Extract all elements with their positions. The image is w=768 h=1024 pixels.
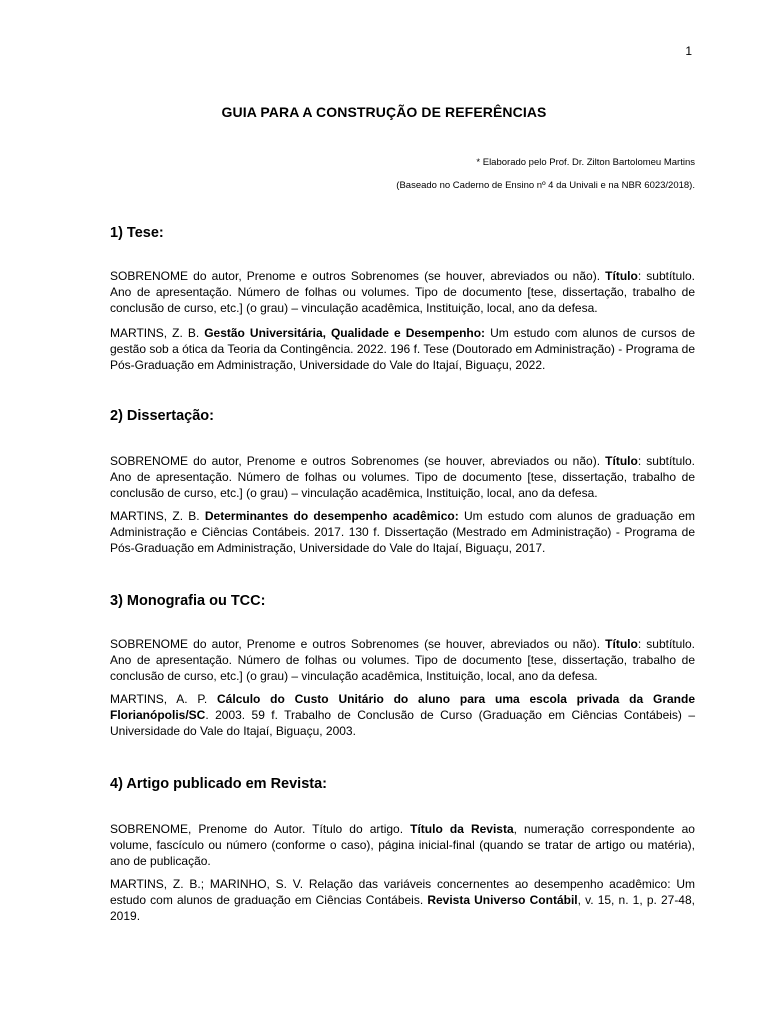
pattern-bold: Título [605, 269, 638, 283]
pattern-bold: Título da Revista [410, 822, 514, 836]
section-heading-tese [110, 225, 695, 241]
example-text: . 2003. 59 f. Trabalho de Conclusão de Curso (Graduação em Ciências Contábeis) – Universidade do Vale do Itajaí, Biguaçu, 2003. [110, 708, 695, 738]
pattern-text: SOBRENOME do autor, Prenome e outros Sobrenomes (se houver, abreviados ou não). [110, 269, 606, 283]
pattern-paragraph [110, 268, 695, 316]
reference-example-tese [110, 325, 695, 373]
reference-pattern-tese [110, 268, 695, 316]
page-number: 1 [685, 44, 692, 58]
section-heading-monografia [110, 593, 695, 609]
pattern-text: SOBRENOME, Prenome do Autor. Título do artigo. [110, 822, 411, 836]
pattern-bold: Título [605, 637, 638, 651]
reference-pattern-dissertacao [110, 453, 695, 501]
reference-example-monografia [110, 691, 695, 739]
example-paragraph [110, 876, 695, 924]
pattern-text: : subtítulo. Ano de apresentação. Número de folhas ou volumes. Tipo de documento [tese, dissertação, trabalho de conclusão de curso, etc.] (o grau) – vinculação acadêmica, Instituição, local, ano da defesa. [110, 269, 695, 315]
reference-pattern-artigo [110, 821, 695, 869]
example-text: MARTINS, Z. B. [110, 326, 205, 340]
reference-example-dissertacao [110, 508, 695, 556]
example-text: MARTINS, Z. B.; MARINHO, S. V. Relação das variáveis concernentes ao desempenho acadêmico: Um estudo com alunos de graduação em Ciências Contábeis. [110, 877, 695, 907]
reference-example-artigo [110, 876, 695, 924]
pattern-paragraph [110, 821, 695, 869]
pattern-text: SOBRENOME do autor, Prenome e outros Sobrenomes (se houver, abreviados ou não). [110, 637, 606, 651]
example-text: Um estudo com alunos de graduação em Administração e Ciências Contábeis. 2017. 130 f. Dissertação (Mestrado em Administração) - Programa de Pós-Graduação em Administração, Universidade do Vale do Itajaí, Biguaçu, 2017. [110, 509, 695, 555]
example-paragraph [110, 508, 695, 556]
pattern-bold: Título [605, 454, 638, 468]
example-title: Determinantes do desempenho acadêmico: [204, 509, 459, 523]
example-title: Cálculo do Custo Unitário do aluno para uma escola privada da Grande Florianópolis/SC [110, 692, 695, 722]
section-title: 4) Artigo publicado em Revista: [110, 776, 327, 792]
example-paragraph [110, 325, 695, 373]
pattern-paragraph [110, 636, 695, 684]
pattern-text: , numeração correspondente ao volume, fascículo ou número (conforme o caso), página inicial-final (quando se tratar de artigo ou matéria), ano de publicação. [110, 822, 695, 868]
pattern-paragraph [110, 453, 695, 501]
section-heading-dissertacao [110, 408, 695, 424]
section-title: 1) Tese: [110, 225, 164, 241]
example-title: Gestão Universitária, Qualidade e Desempenho: [204, 326, 486, 340]
example-text: , v. 15, n. 1, p. 27-48, 2019. [110, 893, 695, 923]
pattern-text: : subtítulo. Ano de apresentação. Número de folhas ou volumes. Tipo de documento [tese, dissertação, trabalho de conclusão de curso, etc.] (o grau) – vinculação acadêmica, Instituição, local, ano da defesa. [110, 637, 695, 683]
pattern-text: SOBRENOME do autor, Prenome e outros Sobrenomes (se houver, abreviados ou não). [110, 454, 606, 468]
pattern-text: : subtítulo. Ano de apresentação. Número de folhas ou volumes. Tipo de documento [tese, dissertação, trabalho de conclusão de curso, etc.] (o grau) – vinculação acadêmica, Instituição, local, ano da defesa. [110, 454, 695, 500]
section-title: 3) Monografia ou TCC: [110, 593, 266, 609]
section-title: 2) Dissertação: [110, 408, 214, 424]
reference-pattern-monografia [110, 636, 695, 684]
example-title: Revista Universo Contábil [427, 893, 578, 907]
author-credit: * Elaborado pelo Prof. Dr. Zilton Bartolomeu Martins [476, 157, 695, 168]
example-text: MARTINS, Z. B. [110, 509, 205, 523]
example-paragraph [110, 691, 695, 739]
example-text: MARTINS, A. P. [110, 692, 218, 706]
section-heading-artigo [110, 776, 695, 792]
source-note: (Baseado no Caderno de Ensino nº 4 da Univali e na NBR 6023/2018). [396, 180, 695, 191]
example-text: Um estudo com alunos de cursos de gestão sob a ótica da Teoria da Contingência. 2022. 196 f. Tese (Doutorado em Administração) - Programa de Pós-Graduação em Administração, Universidade do Vale do Itajaí, Biguaçu, 2022. [110, 326, 695, 372]
document-title: GUIA PARA A CONSTRUÇÃO DE REFERÊNCIAS [221, 104, 547, 120]
